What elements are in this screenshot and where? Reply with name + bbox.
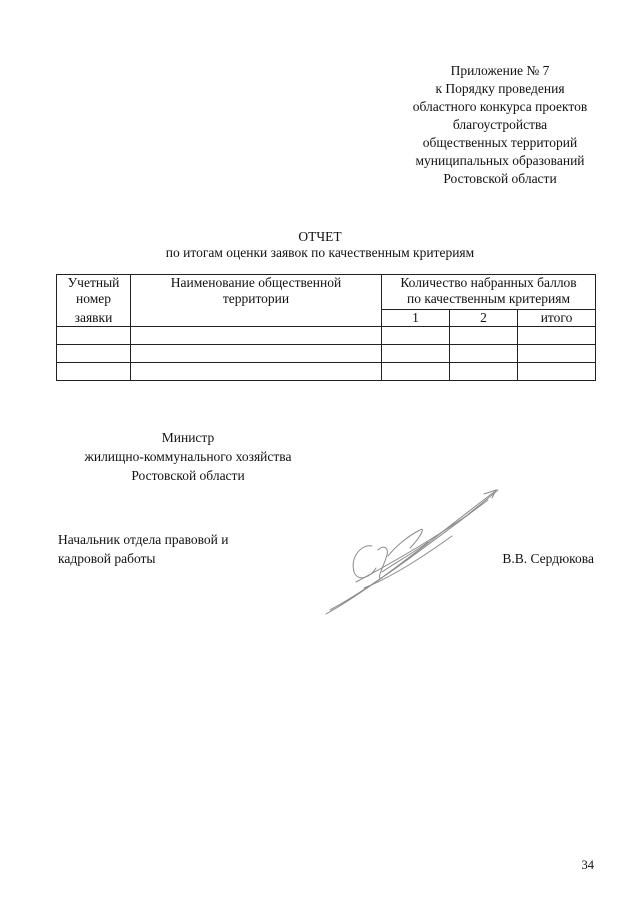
appendix-line: благоустройства bbox=[452, 117, 548, 132]
table-row bbox=[57, 327, 596, 345]
appendix-line: муниципальных образований bbox=[415, 153, 585, 168]
chief-line: Начальник отдела правовой и bbox=[58, 532, 229, 547]
appendix-block bbox=[380, 62, 620, 188]
subheader-total: итого bbox=[518, 310, 596, 327]
minister-line: Министр bbox=[161, 430, 215, 445]
minister-line: Ростовской области bbox=[131, 468, 245, 483]
report-subtitle: по итогам оценки заявок по качественным критериям bbox=[165, 245, 475, 260]
header-territory-name: Наименование общественной территории bbox=[131, 275, 382, 310]
subheader-criterion-1: 1 bbox=[382, 310, 450, 327]
table-row bbox=[57, 363, 596, 381]
appendix-line: Приложение № 7 bbox=[450, 63, 550, 78]
chief-line: кадровой работы bbox=[58, 551, 156, 566]
page-number: 34 bbox=[581, 858, 594, 872]
header-scores: Количество набранных баллов по качественным критериям bbox=[382, 275, 596, 310]
appendix-line: к Порядку проведения bbox=[435, 81, 565, 96]
appendix-line: общественных территорий bbox=[422, 135, 578, 150]
chief-block bbox=[58, 530, 229, 568]
scores-table bbox=[56, 274, 596, 381]
handwritten-signature bbox=[316, 486, 502, 618]
table-row bbox=[57, 345, 596, 363]
table-header-row bbox=[57, 275, 596, 310]
appendix-line: областного конкурса проектов bbox=[412, 99, 588, 114]
header-application-number-cont: заявки bbox=[57, 310, 131, 327]
header-application-number: Учетный номер bbox=[57, 275, 131, 310]
appendix-line: Ростовской области bbox=[443, 171, 557, 186]
signer-name: В.В. Сердюкова bbox=[502, 551, 594, 566]
header-territory-name-cont bbox=[131, 310, 382, 327]
report-title: ОТЧЕТ bbox=[298, 229, 342, 244]
subheader-criterion-2: 2 bbox=[450, 310, 518, 327]
minister-block bbox=[58, 428, 318, 485]
table-subheader-row bbox=[57, 310, 596, 327]
minister-line: жилищно-коммунального хозяйства bbox=[84, 449, 292, 464]
